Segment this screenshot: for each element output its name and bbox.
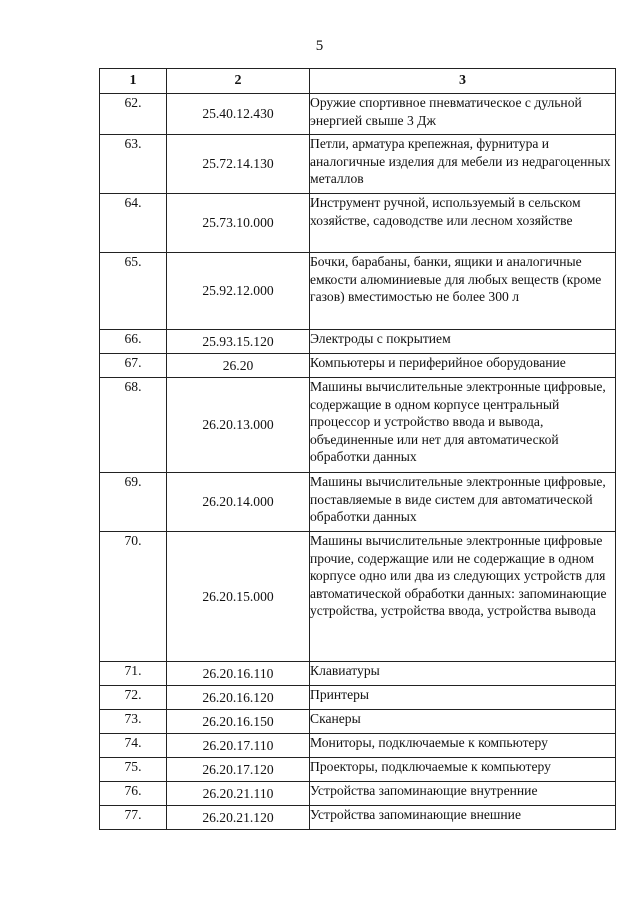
table-row <box>100 378 616 473</box>
table-row <box>100 662 616 686</box>
table-body <box>100 94 616 830</box>
product-name-cell: Бочки, барабаны, банки, ящики и аналогичные емкости алюминиевые для любых веществ (кроме газов) вместимостью не более 300 л <box>310 253 616 330</box>
table-row <box>100 758 616 782</box>
table-row <box>100 194 616 253</box>
table-row <box>100 686 616 710</box>
product-name-cell: Машины вычислительные электронные цифровые прочие, содержащие или не содержащие в одном корпусе одно или два из следующих устройств для автоматической обработки данных: запоминающие устройства, устройства ввода, устройства вывода <box>310 532 616 662</box>
product-name-cell: Устройства запоминающие внешние <box>310 806 616 830</box>
product-code-cell: 26.20.14.000 <box>167 473 310 532</box>
row-number-cell: 68. <box>100 378 167 473</box>
table-row <box>100 532 616 662</box>
product-code-cell: 26.20.21.120 <box>167 806 310 830</box>
table-row <box>100 782 616 806</box>
table-header-row <box>100 69 616 94</box>
product-code-cell: 26.20 <box>167 354 310 378</box>
row-number-cell: 69. <box>100 473 167 532</box>
product-name-cell: Петли, арматура крепежная, фурнитура и аналогичные изделия для мебели из недрагоценных металлов <box>310 135 616 194</box>
product-code-cell: 26.20.16.150 <box>167 710 310 734</box>
product-code-table <box>99 68 616 830</box>
product-name-cell: Машины вычислительные электронные цифровые, содержащие в одном корпусе центральный процессор и устройство ввода и вывода, объединенные или нет для автоматической обработки данных <box>310 378 616 473</box>
product-name-cell: Принтеры <box>310 686 616 710</box>
product-name-cell: Проекторы, подключаемые к компьютеру <box>310 758 616 782</box>
product-code-cell: 26.20.17.120 <box>167 758 310 782</box>
row-number-cell: 75. <box>100 758 167 782</box>
row-number-cell: 65. <box>100 253 167 330</box>
row-number-cell: 71. <box>100 662 167 686</box>
table-row <box>100 94 616 135</box>
product-name-cell: Электроды с покрытием <box>310 330 616 354</box>
product-code-cell: 26.20.16.110 <box>167 662 310 686</box>
header-col-2: 2 <box>167 69 310 94</box>
row-number-cell: 62. <box>100 94 167 135</box>
product-code-cell: 26.20.16.120 <box>167 686 310 710</box>
product-code-cell: 25.73.10.000 <box>167 194 310 253</box>
table-row <box>100 253 616 330</box>
product-name-cell: Сканеры <box>310 710 616 734</box>
table-row <box>100 135 616 194</box>
product-name-cell: Мониторы, подключаемые к компьютеру <box>310 734 616 758</box>
table-row <box>100 806 616 830</box>
row-number-cell: 63. <box>100 135 167 194</box>
table-row <box>100 734 616 758</box>
product-code-cell: 25.72.14.130 <box>167 135 310 194</box>
table-row <box>100 330 616 354</box>
product-code-cell: 26.20.17.110 <box>167 734 310 758</box>
product-name-cell: Машины вычислительные электронные цифровые, поставляемые в виде систем для автоматической обработки данных <box>310 473 616 532</box>
row-number-cell: 70. <box>100 532 167 662</box>
row-number-cell: 64. <box>100 194 167 253</box>
table-row <box>100 473 616 532</box>
row-number-cell: 67. <box>100 354 167 378</box>
row-number-cell: 73. <box>100 710 167 734</box>
product-code-cell: 26.20.15.000 <box>167 532 310 662</box>
product-name-cell: Устройства запоминающие внутренние <box>310 782 616 806</box>
header-col-1: 1 <box>100 69 167 94</box>
product-name-cell: Клавиатуры <box>310 662 616 686</box>
row-number-cell: 66. <box>100 330 167 354</box>
product-code-cell: 26.20.21.110 <box>167 782 310 806</box>
product-name-cell: Инструмент ручной, используемый в сельском хозяйстве, садоводстве или лесном хозяйстве <box>310 194 616 253</box>
row-number-cell: 72. <box>100 686 167 710</box>
product-code-cell: 25.40.12.430 <box>167 94 310 135</box>
row-number-cell: 76. <box>100 782 167 806</box>
header-col-3: 3 <box>310 69 616 94</box>
product-name-cell: Компьютеры и периферийное оборудование <box>310 354 616 378</box>
product-code-cell: 26.20.13.000 <box>167 378 310 473</box>
table-row <box>100 354 616 378</box>
row-number-cell: 77. <box>100 806 167 830</box>
table-row <box>100 710 616 734</box>
product-name-cell: Оружие спортивное пневматическое с дульной энергией свыше 3 Дж <box>310 94 616 135</box>
table-header <box>100 69 616 94</box>
product-code-cell: 25.92.12.000 <box>167 253 310 330</box>
page-number: 5 <box>315 38 324 54</box>
row-number-cell: 74. <box>100 734 167 758</box>
product-code-cell: 25.93.15.120 <box>167 330 310 354</box>
